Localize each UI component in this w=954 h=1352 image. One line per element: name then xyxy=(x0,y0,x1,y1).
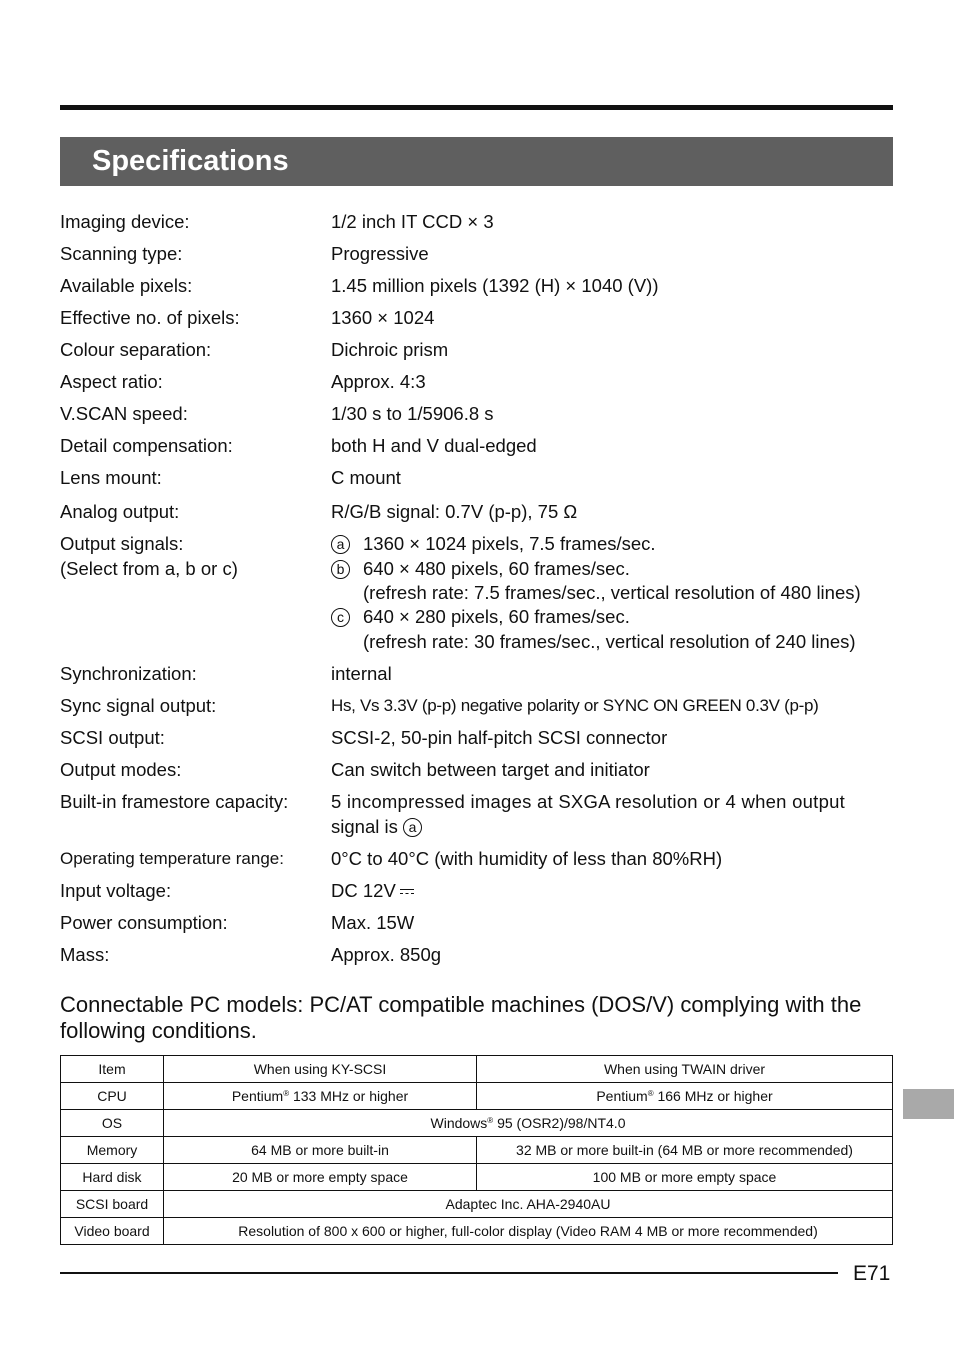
registered-mark: ® xyxy=(283,1089,290,1098)
page-title: Specifications xyxy=(92,145,289,177)
table-row-label: OS xyxy=(61,1110,164,1137)
spec-value: R/G/B signal: 0.7V (p-p), 75 Ω xyxy=(331,501,578,522)
table-cell: Resolution of 800 x 600 or higher, full-color display (Video RAM 4 MB or more recommended) xyxy=(164,1218,893,1245)
page-number: E71 xyxy=(853,1262,891,1285)
title-bar xyxy=(60,137,893,186)
table-header-cell: When using TWAIN driver xyxy=(477,1056,893,1083)
table-cell: 100 MB or more empty space xyxy=(477,1164,893,1191)
table-cell: 32 MB or more built-in (64 MB or more recommended) xyxy=(477,1137,893,1164)
table-header-row xyxy=(61,1056,893,1083)
pc-requirements-table xyxy=(60,1055,893,1245)
dc-symbol-icon xyxy=(400,888,414,897)
top-rule xyxy=(60,105,893,110)
table-row xyxy=(61,1110,893,1137)
marker-a: a xyxy=(403,818,422,837)
spec-label: Imaging device: xyxy=(60,211,190,232)
framestore-row xyxy=(60,790,894,842)
spec-label: Output modes: xyxy=(60,759,182,780)
spec-value: Approx. 850g xyxy=(331,944,442,965)
table-cell: 20 MB or more empty space xyxy=(164,1164,477,1191)
table-row xyxy=(61,1137,893,1164)
spec-value: 1/2 inch IT CCD × 3 xyxy=(331,211,494,232)
table-cell xyxy=(164,1110,893,1137)
option-b-note: (refresh rate: 7.5 frames/sec., vertical resolution of 480 lines) xyxy=(363,582,861,603)
cell-text: 166 MHz or higher xyxy=(653,1088,773,1104)
spec-label: Scanning type: xyxy=(60,243,183,264)
cell-text: Pentium xyxy=(596,1088,648,1104)
spec-value: Can switch between target and initiator xyxy=(331,759,650,780)
spec-value: DC 12V xyxy=(331,880,396,901)
spec-label: Aspect ratio: xyxy=(60,371,163,392)
marker-a: a xyxy=(331,535,350,554)
table-cell xyxy=(477,1083,893,1110)
spec-value: internal xyxy=(331,663,392,684)
table-row-label: CPU xyxy=(61,1083,164,1110)
table-row-label: Hard disk xyxy=(61,1164,164,1191)
marker-b: b xyxy=(331,560,350,579)
spec-label: Built-in framestore capacity: xyxy=(60,791,289,812)
spec-value-cont-text: signal is xyxy=(331,816,398,837)
option-a-text: 1360 × 1024 pixels, 7.5 frames/sec. xyxy=(363,533,656,554)
table-row-label: Memory xyxy=(61,1137,164,1164)
spec-label: Power consumption: xyxy=(60,912,228,933)
table-header-cell: Item xyxy=(61,1056,164,1083)
spec-value: Dichroic prism xyxy=(331,339,449,360)
bottom-rule xyxy=(60,1272,838,1274)
spec-value: Progressive xyxy=(331,243,429,264)
spec-value: 1360 × 1024 xyxy=(331,307,435,328)
option-b-text: 640 × 480 pixels, 60 frames/sec. xyxy=(363,558,630,579)
table-row xyxy=(61,1083,893,1110)
spec-label: Sync signal output: xyxy=(60,695,217,716)
spec-label: Mass: xyxy=(60,944,110,965)
spec-value: 0°C to 40°C (with humidity of less than 80%RH) xyxy=(331,848,723,869)
spec-label: SCSI output: xyxy=(60,727,165,748)
cell-text: Windows xyxy=(430,1115,488,1131)
option-c-note: (refresh rate: 30 frames/sec., vertical resolution of 240 lines) xyxy=(363,631,856,652)
spec-value: Approx. 4:3 xyxy=(331,371,426,392)
spec-label: Lens mount: xyxy=(60,467,162,488)
spec-label: Synchronization: xyxy=(60,663,197,684)
cell-text: 133 MHz or higher xyxy=(289,1088,409,1104)
table-row xyxy=(61,1164,893,1191)
spec-value: Hs, Vs 3.3V (p-p) negative polarity or SYNC ON GREEN 0.3V (p-p) xyxy=(331,696,819,715)
spec-value: 1.45 million pixels (1392 (H) × 1040 (V)) xyxy=(331,275,659,296)
spec-label: Effective no. of pixels: xyxy=(60,307,240,328)
table-row-label: SCSI board xyxy=(61,1191,164,1218)
spec-value: Max. 15W xyxy=(331,912,415,933)
spec-label: Analog output: xyxy=(60,501,180,522)
table-row xyxy=(61,1218,893,1245)
spec-label: Operating temperature range: xyxy=(60,849,284,868)
cell-text: Pentium xyxy=(231,1088,284,1104)
marker-c: c xyxy=(331,608,350,627)
output-signals-row xyxy=(60,532,894,652)
section-tab-marker xyxy=(903,1089,954,1119)
table-cell: Adaptec Inc. AHA-2940AU xyxy=(164,1191,893,1218)
table-cell: 64 MB or more built-in xyxy=(164,1137,477,1164)
table-row xyxy=(61,1191,893,1218)
spec-value-cont xyxy=(331,815,422,839)
spec-value: both H and V dual-edged xyxy=(331,435,537,456)
spec-value-wrap xyxy=(331,879,414,903)
spec-label: Output signals: xyxy=(60,533,184,554)
section-heading: Connectable PC models: PC/AT compatible machines (DOS/V) complying with the following conditions. xyxy=(60,992,862,1043)
table-row-label: Video board xyxy=(61,1218,164,1245)
spec-value: 5 incompressed images at SXGA resolution or 4 when output xyxy=(331,791,846,812)
spec-label: Input voltage: xyxy=(60,880,172,901)
table-cell xyxy=(164,1083,477,1110)
spec-label: Colour separation: xyxy=(60,339,212,360)
spec-label: Detail compensation: xyxy=(60,435,233,456)
spec-label-note: (Select from a, b or c) xyxy=(60,558,238,579)
registered-mark: ® xyxy=(647,1089,654,1098)
cell-text: 95 (OSR2)/98/NT4.0 xyxy=(493,1115,626,1131)
registered-mark: ® xyxy=(487,1116,494,1125)
spec-label: Available pixels: xyxy=(60,275,193,296)
spec-value: C mount xyxy=(331,467,401,488)
option-c-text: 640 × 280 pixels, 60 frames/sec. xyxy=(363,606,630,627)
spec-value: 1/30 s to 1/5906.8 s xyxy=(331,403,494,424)
spec-label: V.SCAN speed: xyxy=(60,403,188,424)
spec-value: SCSI-2, 50-pin half-pitch SCSI connector xyxy=(331,727,668,748)
table-header-cell: When using KY-SCSI xyxy=(164,1056,477,1083)
